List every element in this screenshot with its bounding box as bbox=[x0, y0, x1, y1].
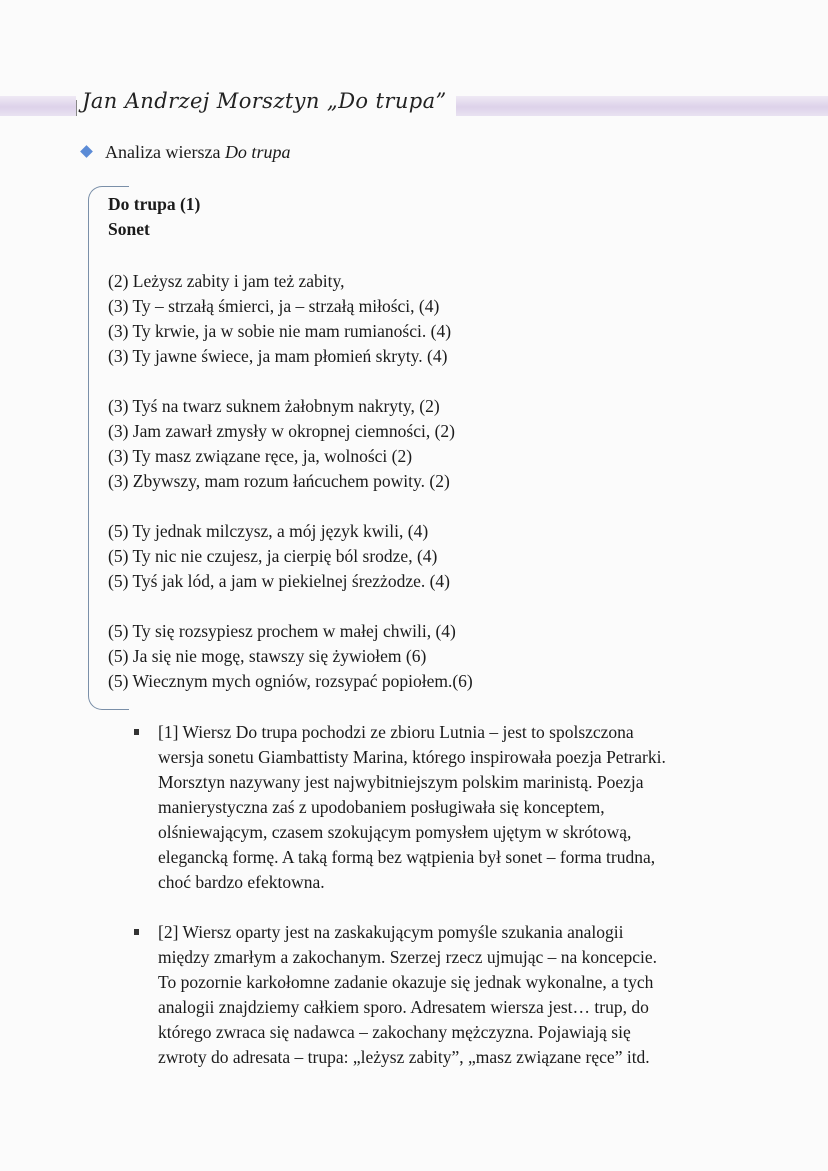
poem-line: (3) Tyś na twarz suknem żałobnym nakryty, (2) bbox=[108, 396, 440, 416]
note-line: Morsztyn nazywany jest najwybitniejszym polskim marinistą. Poezja bbox=[158, 772, 644, 792]
poem-line: (5) Ty się rozsypiesz prochem w małej chwili, (4) bbox=[108, 621, 456, 641]
poem-stanza-4 bbox=[108, 619, 473, 694]
note-line: [1] Wiersz Do trupa pochodzi ze zbioru Lutnia – jest to spolszczona bbox=[158, 722, 634, 742]
poem-line: (3) Ty – strzałą śmierci, ja – strzałą miłości, (4) bbox=[108, 296, 440, 316]
poem-line: (3) Ty krwie, ja w sobie nie mam rumianości. (4) bbox=[108, 321, 452, 341]
poem-stanza-1 bbox=[108, 269, 473, 369]
section-heading-prefix: Analiza wiersza bbox=[105, 142, 225, 162]
note-line: [2] Wiersz oparty jest na zaskakującym pomyśle szukania analogii bbox=[158, 922, 624, 942]
poem-stanza-3 bbox=[108, 519, 473, 594]
note-line: manierystyczna zaś z upodobaniem posługiwała się konceptem, bbox=[158, 797, 605, 817]
page-title: Jan Andrzej Morsztyn „Do trupa” bbox=[82, 89, 447, 113]
note-line: między zmarłym a zakochanym. Szerzej rzecz ujmując – na koncepcie. bbox=[158, 947, 657, 967]
poem-line: (2) Leżysz zabity i jam też zabity, bbox=[108, 271, 345, 291]
note-line: analogii znajdziemy całkiem sporo. Adresatem wiersza jest… trup, do bbox=[158, 997, 649, 1017]
note-line: choć bardzo efektowna. bbox=[158, 872, 325, 892]
note-line: zwroty do adresata – trupa: „leżysz zabity”, „masz związane ręce” itd. bbox=[158, 1047, 650, 1067]
section-heading-emphasis: Do trupa bbox=[224, 142, 291, 162]
poem-line: (5) Ja się nie mogę, stawszy się żywiołem (6) bbox=[108, 646, 427, 666]
notes-list bbox=[134, 720, 754, 1070]
poem bbox=[108, 192, 473, 694]
note-line: wersja sonetu Giambattisty Marina, którego inspirowała poezja Petrarki. bbox=[158, 747, 666, 767]
section-heading bbox=[82, 142, 290, 163]
poem-line: (5) Wiecznym mych ogniów, rozsypać popiołem.(6) bbox=[108, 671, 473, 691]
poem-subtitle: Sonet bbox=[108, 219, 150, 239]
note-item-2 bbox=[134, 920, 754, 1070]
header-divider bbox=[76, 100, 77, 116]
note-line: To pozornie karkołomne zadanie okazuje się jednak wykonalne, a tych bbox=[158, 972, 654, 992]
square-bullet-icon bbox=[134, 729, 139, 735]
poem-line: (5) Ty nic nie czujesz, ja cierpię ból srodze, (4) bbox=[108, 546, 438, 566]
poem-line: (3) Zbywszy, mam rozum łańcuchem powity. (2) bbox=[108, 471, 450, 491]
poem-line: (3) Jam zawarł zmysły w okropnej ciemności, (2) bbox=[108, 421, 455, 441]
poem-title: Do trupa (1) bbox=[108, 194, 201, 214]
note-item-1 bbox=[134, 720, 754, 895]
poem-line: (3) Ty jawne świece, ja mam płomień skryty. (4) bbox=[108, 346, 448, 366]
note-line: elegancką formę. A taką formą bez wątpienia był sonet – forma trudna, bbox=[158, 847, 656, 867]
poem-line: (5) Tyś jak lód, a jam w piekielnej śrezżodze. (4) bbox=[108, 571, 451, 591]
square-bullet-icon bbox=[134, 929, 139, 935]
note-line: którego zwraca się nadawca – zakochany mężczyzna. Pojawiają się bbox=[158, 1022, 631, 1042]
poem-line: (3) Ty masz związane ręce, ja, wolności (2) bbox=[108, 446, 413, 466]
poem-line: (5) Ty jednak milczysz, a mój język kwili, (4) bbox=[108, 521, 429, 541]
diamond-bullet-icon bbox=[80, 145, 93, 158]
note-line: olśniewającym, czasem szokującym pomysłem ujętym w skrótową, bbox=[158, 822, 632, 842]
poem-stanza-2 bbox=[108, 394, 473, 494]
